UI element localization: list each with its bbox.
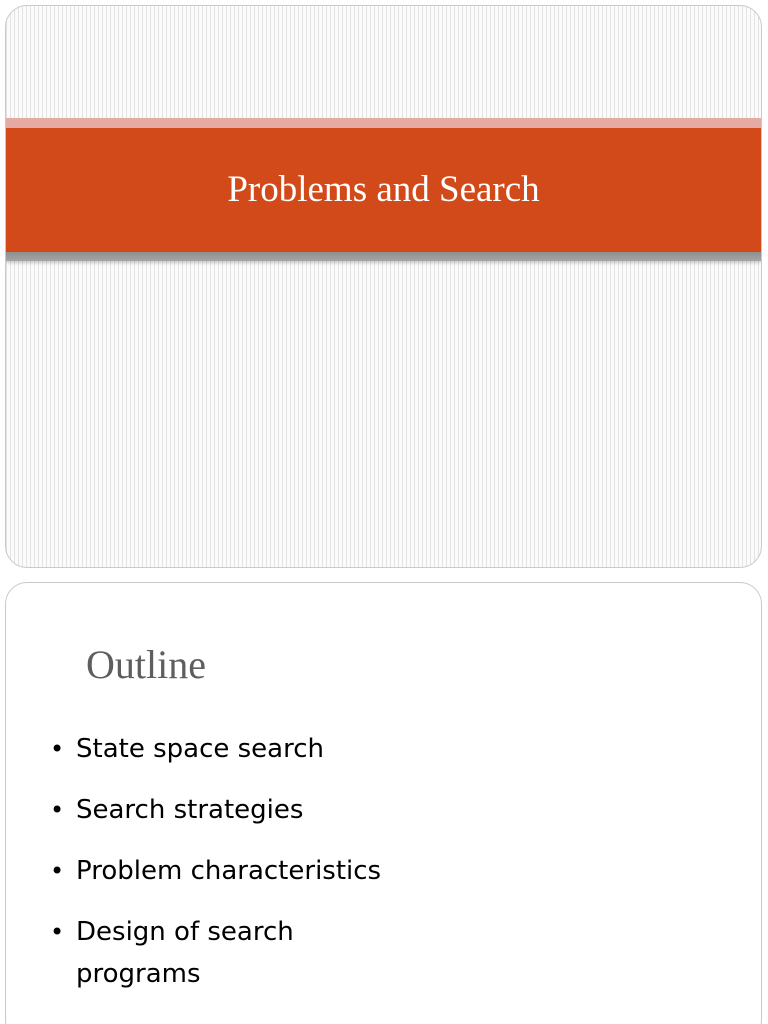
outline-bullet-item	[46, 850, 426, 892]
outline-heading: Outline	[86, 642, 206, 687]
outline-slide	[5, 582, 762, 1024]
bullet-text: Problem characteristics	[76, 856, 382, 886]
bullet-icon: •	[50, 735, 65, 763]
outline-bullet-list	[46, 728, 426, 1014]
title-band-bottom-stripe	[6, 252, 761, 261]
bullet-text: Search strategies	[76, 795, 304, 825]
bullet-icon: •	[50, 857, 65, 885]
bullet-icon: •	[50, 918, 65, 946]
bullet-text: Design of search programs	[76, 917, 294, 989]
title-band-top-stripe	[6, 118, 761, 128]
outline-bullet-item	[46, 789, 426, 831]
bullet-text: State space search	[76, 734, 324, 764]
slide-title: Problems and Search	[227, 169, 540, 210]
outline-bullet-item	[46, 911, 426, 995]
outline-bullet-item	[46, 728, 426, 770]
bullet-icon: •	[50, 796, 65, 824]
title-slide	[5, 5, 762, 568]
